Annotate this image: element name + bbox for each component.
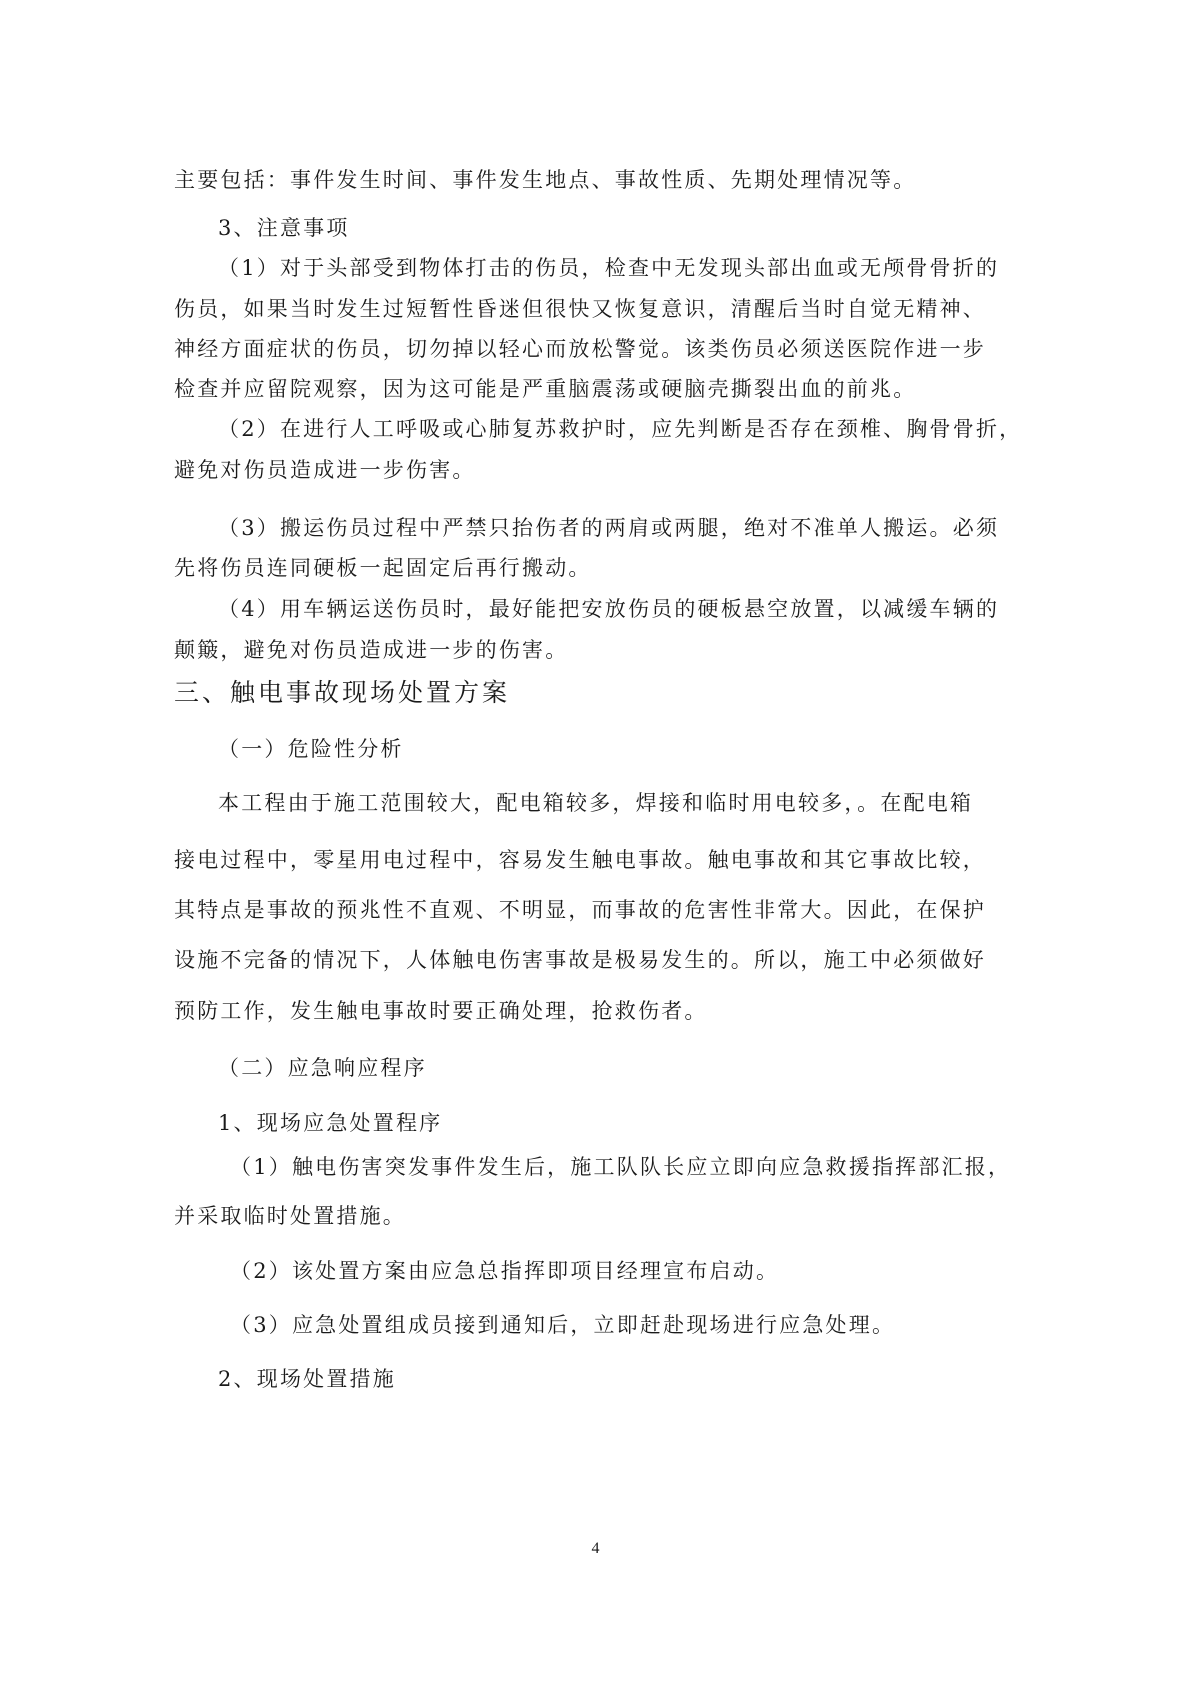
subsection-heading: 2、现场处置措施 <box>218 1367 396 1391</box>
paragraph-line: （2）在进行人工呼吸或心肺复苏救护时，应先判断是否存在颈椎、胸骨骨折， <box>218 417 1023 441</box>
page-number: 4 <box>591 1540 600 1557</box>
paragraph-line: （1）触电伤害突发事件发生后，施工队队长应立即向应急救援指挥部汇报， <box>230 1155 1012 1179</box>
paragraph-line: 主要包括：事件发生时间、事件发生地点、事故性质、先期处理情况等。 <box>174 168 917 192</box>
paragraph-line: 颠簸，避免对伤员造成进一步的伤害。 <box>174 638 569 662</box>
paragraph-line: （3）应急处置组成员接到通知后，立即赶赴现场进行应急处理。 <box>230 1313 896 1337</box>
paragraph-line: 预防工作，发生触电事故时要正确处理，抢救伤者。 <box>174 999 708 1023</box>
subsection-heading: （二）应急响应程序 <box>218 1056 427 1080</box>
paragraph-line: 本工程由于施工范围较大，配电箱较多，焊接和临时用电较多，。在配电箱 <box>218 791 974 815</box>
paragraph-line: 设施不完备的情况下，人体触电伤害事故是极易发生的。所以，施工中必须做好 <box>174 948 986 972</box>
subsection-heading: 1、现场应急处置程序 <box>218 1111 443 1135</box>
paragraph-line: 神经方面症状的伤员，切勿掉以轻心而放松警觉。该类伤员必须送医院作进一步 <box>174 337 986 361</box>
paragraph-line: 检查并应留院观察，因为这可能是严重脑震荡或硬脑壳撕裂出血的前兆。 <box>174 377 917 401</box>
paragraph-line: （3）搬运伤员过程中严禁只抬伤者的两肩或两腿，绝对不准单人搬运。必须 <box>218 516 1000 540</box>
subsection-heading: 3、注意事项 <box>218 216 350 240</box>
paragraph-line: （1）对于头部受到物体打击的伤员，检查中无发现头部出血或无颅骨骨折的 <box>218 256 1000 280</box>
paragraph-line: 其特点是事故的预兆性不直观、不明显，而事故的危害性非常大。因此，在保护 <box>174 898 986 922</box>
paragraph-line: 避免对伤员造成进一步伤害。 <box>174 458 476 482</box>
subsection-heading: （一）危险性分析 <box>218 737 404 761</box>
paragraph-line: 先将伤员连同硬板一起固定后再行搬动。 <box>174 556 592 580</box>
paragraph-line: （2）该处置方案由应急总指挥即项目经理宣布启动。 <box>230 1259 780 1283</box>
paragraph-line: 并采取临时处置措施。 <box>174 1204 406 1228</box>
paragraph-line: 伤员，如果当时发生过短暂性昏迷但很快又恢复意识，清醒后当时自觉无精神、 <box>174 297 986 321</box>
section-heading: 三、触电事故现场处置方案 <box>174 678 511 707</box>
paragraph-line: 接电过程中，零星用电过程中，容易发生触电事故。触电事故和其它事故比较， <box>174 848 986 872</box>
paragraph-line: （4）用车辆运送伤员时，最好能把安放伤员的硬板悬空放置，以减缓车辆的 <box>218 597 1000 621</box>
